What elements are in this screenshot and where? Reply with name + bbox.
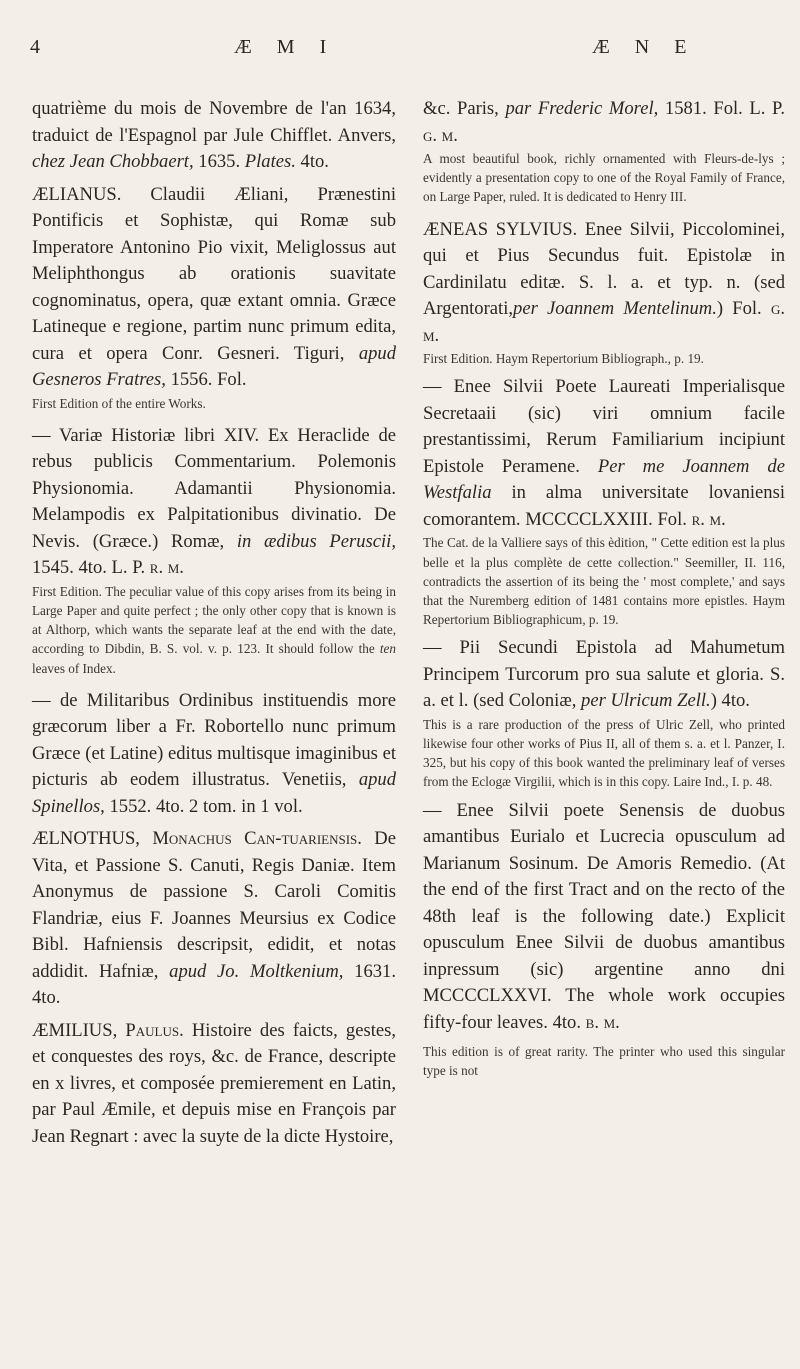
entry-aeneas-sylvius: ÆNEAS SYLVIUS. Enee Silvii, Piccolominei, qui et Pius Secundus fuit. Epistolæ in Cardinilatu editæ. S. l. a. et typ. n. (sed Argentorati,per Joannem Mentelinum.) Fol. g. m. (423, 218, 785, 346)
entry-aemilius-continued: &c. Paris, par Frederic Morel, 1581. Fol. L. P. g. m. (423, 98, 785, 146)
entry-epistola-mahumetum: — Pii Secundi Epistola ad Mahumetum Principem Turcorum pro sua salute et gloria. S. a. et l. (sed Coloniæ, per Ulricum Zell.) 4to. (423, 637, 785, 712)
entry-de-duobus-amantibus: — Enee Silvii poete Senensis de duobus amantibus Eurialo et Lucrecia opusculum ad Marianum Sosinum. De Amoris Remedio. (At the end of the first Tract and on the recto of the 48th leaf is the following date.) Explicit opusculum Enee Silvii de duobus amantibus inpressum (sic) argentine anno dni MCCCCLXXVI. The whole work occupies fifty-four leaves. 4to. b. m. (423, 799, 785, 1033)
note-de-duobus-amantibus: This edition is of great rarity. The printer who used this singular type is not (423, 1044, 785, 1079)
note-aeneas-sylvius: First Edition. Haym Repertorium Bibliograph., p. 19. (423, 351, 704, 367)
note-variae-historiae: First Edition. The peculiar value of this copy arises from its being in Large Paper and quite perfect ; the only other copy that is known is at Althorp, which wants the separate leaf at the end with the date, according to Dibdin, B. S. vol. v. p. 123. It should follow the ten leaves of Index. (32, 583, 397, 676)
running-header (0, 36, 800, 66)
left-running-head: Æ M I (234, 36, 337, 58)
entry-aemilius: ÆMILIUS, Paulus. Histoire des faicts, gestes, et conquestes des roys, &c. de France, descripte en x livres, et composée premierement en Latin, par Paul Æmile, et depuis mise en François par Jean Regnart : avec la suyte de la dicte Hystoire, (32, 1019, 396, 1147)
entry-aelnothus: ÆLNOTHUS, Monachus Can-tuariensis. De Vita, et Passione S. Canuti, Regis Daniæ. Item Anonymus de passione S. Caroli Comitis Flandriæ, eius F. Joannes Meursius ex Codice Bibl. Hafniensis descripsit, edidit, et notas addidit. Hafniæ, apud Jo. Moltkenium, 1631. 4to. (32, 828, 396, 1009)
left-column (32, 96, 396, 1150)
page-number: 4 (30, 36, 42, 58)
entry-chifflet-continued: quatrième du mois de Novembre de l'an 1634, traduict de l'Espagnol par Jule Chifflet. Anvers, chez Jean Chobbaert, 1635. Plates. 4to. (32, 98, 396, 172)
right-running-head: Æ N E (592, 36, 697, 58)
right-column (423, 96, 785, 1081)
entry-variae-historiae: — Variæ Historiæ libri XIV. Ex Heraclide de rebus publicis Commentarium. Polemonis Physionomia. Adamantii Physionomia. Melampodis ex Palpitationibus divinatio. De Nevis. (Græce.) Romæ, in ædibus Peruscii, 1545. 4to. L. P. r. m. (32, 424, 396, 579)
note-epistole-peramene: The Cat. de la Valliere says of this èdition, " Cette edition est la plus belle et la plus complète de cette collection." Seemiller, II. 116, contradicts the assertion of its being the ' most complete,' and says that the Nuremberg edition of 1481 contains more epistles. Haym Repertorium Bibliographicum, p. 19. (423, 535, 785, 628)
entry-de-militaribus: — de Militaribus Ordinibus instituendis more græcorum liber a Fr. Robortello nunc primum Græce (et Latine) editus multisque imaginibus et picturis ab eodem illustratus. Venetiis, apud Spinellos, 1552. 4to. 2 tom. in 1 vol. (32, 689, 396, 817)
note-epistola-mahumetum: This is a rare production of the press of Ulric Zell, who printed likewise four other works of Pius II, all of them s. a. et l. Panzer, I. 325, but his copy of this book wanted the preliminary leaf of verses from the Eclogæ Virgilii, which is in this copy. Laire Ind., I. p. 48. (423, 716, 785, 790)
note-aelianus: First Edition of the entire Works. (32, 395, 206, 411)
note-aemilius: A most beautiful book, richly ornamented with Fleurs-de-lys ; evidently a presentation copy to one of the Royal Family of France, on Large Paper, ruled. It is dedicated to Henry III. (423, 151, 785, 205)
entry-epistole-peramene: — Enee Silvii Poete Laureati Imperialisque Secretaaii (sic) viri omnium facile prestantissimi, Rerum Familiarium incipiunt Epistole Peramene. Per me Joannem de Westfalia in alma universitate lovaniensi comorantem. MCCCCLXXIII. Fol. r. m. (423, 376, 785, 530)
entry-aelianus: ÆLIANUS. Claudii Æliani, Prænestini Pontificis et Sophistæ, qui Romæ sub Imperatore Antonino Pio vixit, Meliglossus aut Meliphthongus ab orationis suavitate cognominatus, opera, quæ extant omnia. Græce Latineque e regione, partim nunc primum edita, cura et opera Conr. Gesneri. Tiguri, apud Gesneros Fratres, 1556. Fol. (32, 183, 396, 390)
